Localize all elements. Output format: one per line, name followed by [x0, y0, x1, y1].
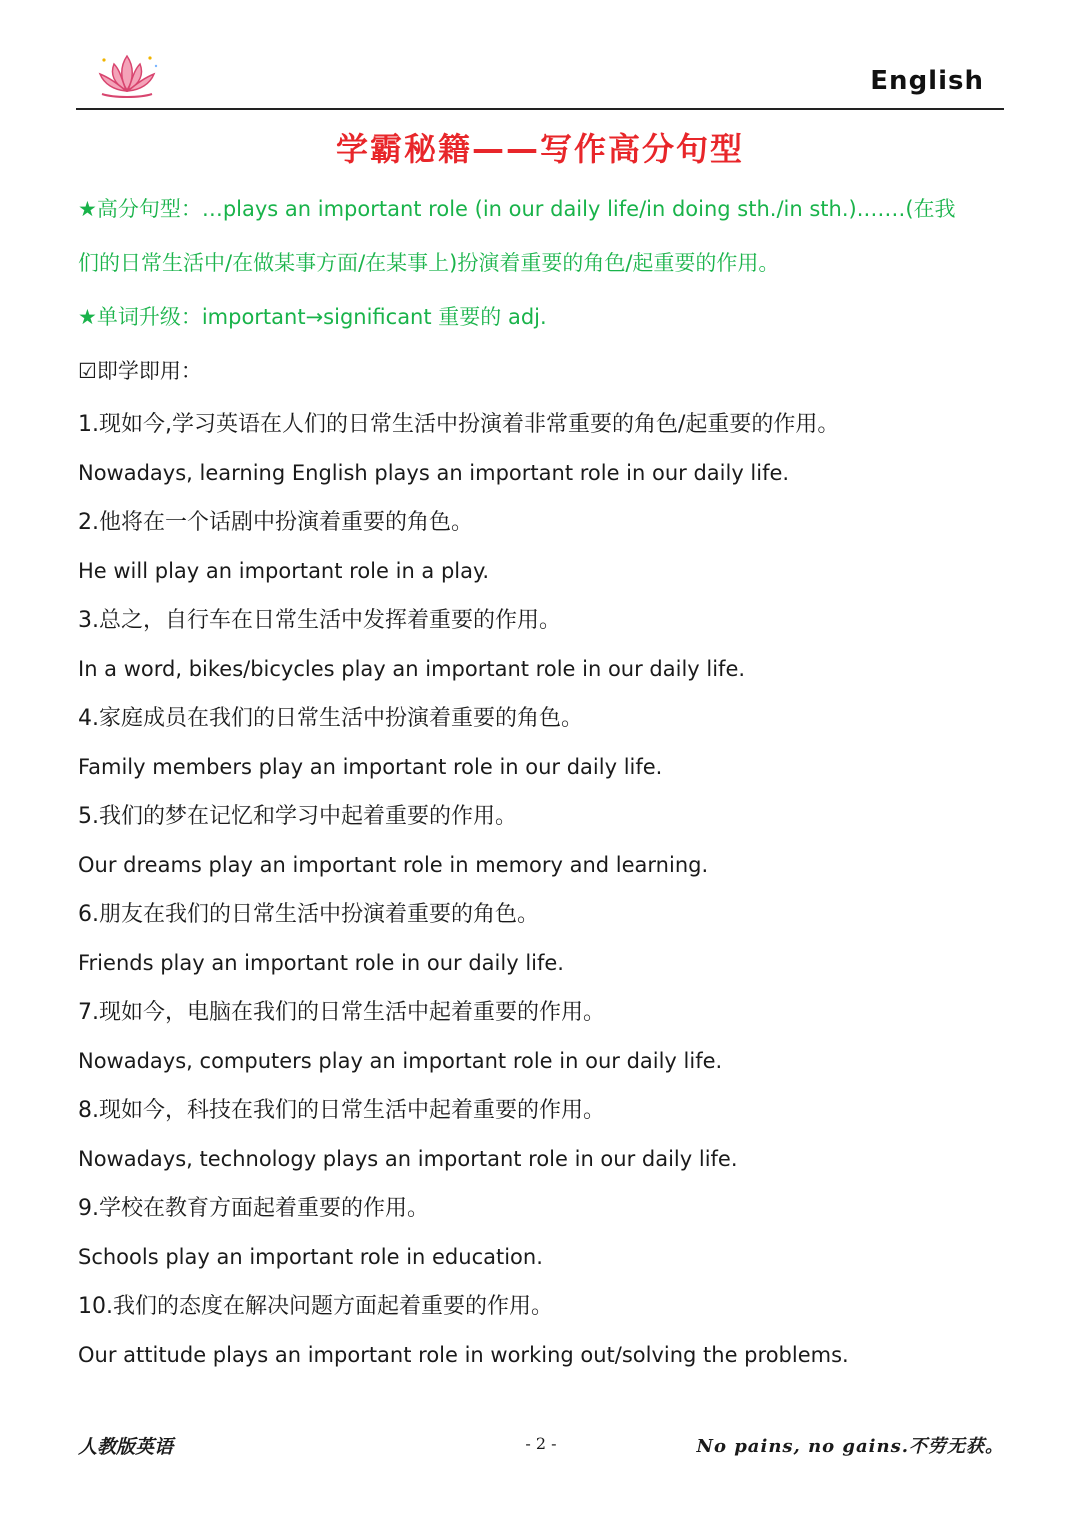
sentence-3-zh: 3.总之，自行车在日常生活中发挥着重要的作用。	[78, 608, 561, 633]
page-title: 学霸秘籍——写作高分句型	[335, 130, 744, 168]
sentence-7-zh: 7.现如今，电脑在我们的日常生活中起着重要的作用。	[78, 1000, 605, 1025]
sentence-2-en: He will play an important role in a play.	[78, 559, 490, 583]
sentence-8-zh: 8.现如今，科技在我们的日常生活中起着重要的作用。	[78, 1098, 605, 1123]
sentence-4-zh: 4.家庭成员在我们的日常生活中扮演着重要的角色。	[78, 706, 583, 731]
sentence-2-zh: 2.他将在一个话剧中扮演着重要的角色。	[78, 510, 473, 535]
sentence-7-en: Nowadays, computers play an important role in our daily life.	[78, 1049, 723, 1073]
sentence-4-en: Family members play an important role in our daily life.	[78, 755, 663, 779]
footer-page-number: - 2 -	[525, 1434, 557, 1453]
sentence-6-zh: 6.朋友在我们的日常生活中扮演着重要的角色。	[78, 902, 539, 927]
pattern-line-2: 们的日常生活中/在做某事方面/在某事上)扮演着重要的角色/起重要的作用。	[78, 251, 780, 275]
header-divider	[76, 108, 1004, 110]
practice-label: ☑即学即用：	[78, 359, 202, 383]
sentence-1-zh: 1.现如今,学习英语在人们的日常生活中扮演着非常重要的角色/起重要的作用。	[78, 412, 840, 437]
footer-edition-label: 人教版英语	[78, 1436, 174, 1458]
lotus-logo-icon	[92, 50, 162, 102]
sentence-8-en: Nowadays, technology plays an important role in our daily life.	[78, 1147, 738, 1171]
header-subject-label: English	[870, 66, 984, 96]
sentence-9-en: Schools play an important role in education.	[78, 1245, 543, 1269]
document-body	[78, 190, 1004, 1380]
sentence-9-zh: 9.学校在教育方面起着重要的作用。	[78, 1196, 429, 1221]
pattern-line-1: ★高分句型：…plays an important role (in our daily life/in doing sth./in sth.).……(在我	[78, 197, 956, 221]
sentence-1-en: Nowadays, learning English plays an important role in our daily life.	[78, 461, 790, 485]
page-footer	[78, 1432, 1004, 1462]
sentence-5-en: Our dreams play an important role in memory and learning.	[78, 853, 709, 877]
sentence-10-zh: 10.我们的态度在解决问题方面起着重要的作用。	[78, 1294, 553, 1319]
sentence-5-zh: 5.我们的梦在记忆和学习中起着重要的作用。	[78, 804, 517, 829]
sentence-10-en: Our attitude plays an important role in working out/solving the problems.	[78, 1343, 849, 1367]
sentence-6-en: Friends play an important role in our daily life.	[78, 951, 564, 975]
sentence-3-en: In a word, bikes/bicycles play an important role in our daily life.	[78, 657, 746, 681]
footer-motto: No pains, no gains.不劳无获。	[696, 1436, 1004, 1457]
word-upgrade: ★单词升级：important→significant 重要的 adj.	[78, 305, 547, 329]
